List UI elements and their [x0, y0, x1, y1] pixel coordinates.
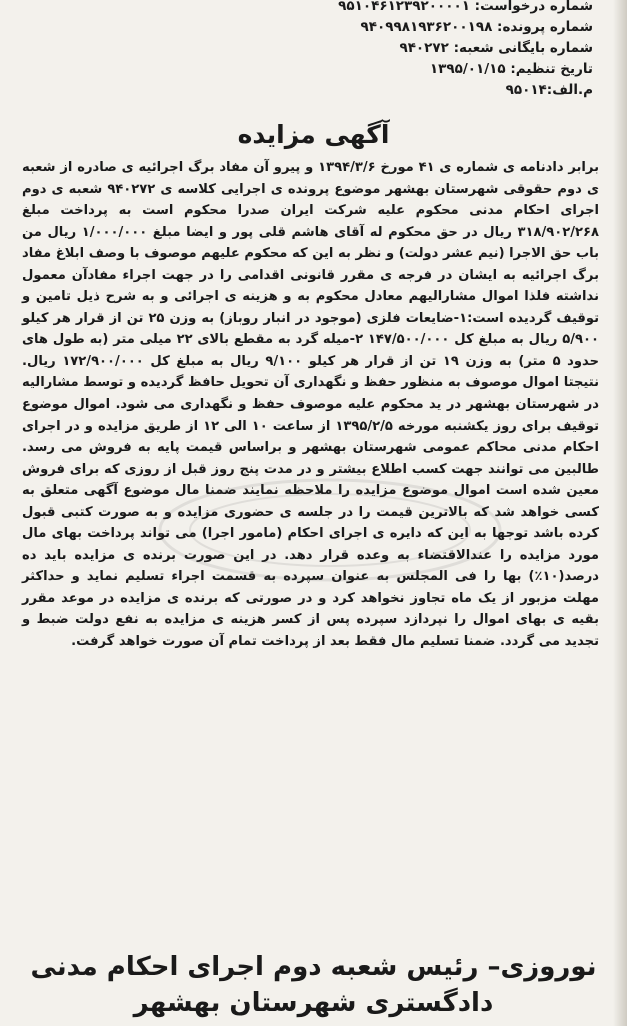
- signature-line-2: دادگستری شهرستان بهشهر: [133, 988, 494, 1018]
- file-number: شماره پرونده: ۹۴۰۹۹۸۱۹۳۶۲۰۰۱۹۸: [360, 19, 593, 35]
- branch-archive-number: شماره بایگانی شعبه: ۹۴۰۲۷۲: [399, 40, 593, 56]
- signature-line-1: نوروزی– رئیس شعبه دوم اجرای احکام مدنی: [30, 952, 597, 982]
- notice-title: آگهی مزایده: [237, 120, 390, 149]
- reference-number: م.الف:۹۵۰۱۴: [505, 82, 593, 98]
- notice-metadata: [338, 0, 593, 101]
- body-paragraph: برابر دادنامه ی شماره ی ۴۱ مورخ ۱۳۹۴/۳/۶ و پیرو آن مفاد برگ اجرائیه ی صادره از شعبه ی دوم حقوقی شهرستان بهشهر موضوع پرونده ی اجرایی کلاسه ی ۹۴۰۲۷۲ شعبه ی دوم اجرای احکام مدنی محکوم علیه شرکت ایران صدرا محکوم است به پرداخت مبلغ ۳۱۸/۹۰۲/۲۶۸ ریال در حق محکوم له آقای هاشم قلی پور و ایضا مبلغ ۱/۰۰۰/۰۰۰ ریال من باب حق الاجرا (نیم عشر دولت) و نظر به این که محکوم علیهم موصوف با وصف ابلاغ مفاد برگ اجرائیه به ایشان در فرجه ی مقرر قانونی اقدامی را در جهت اجراء مفادآن معمول نداشته فلذا اموال مشارالیهم معادل محکوم به و هزینه ی اجرائی و به شرح ذیل تامین و توقیف گردیده است:۱-ضایعات فلزی (موجود در انبار روباز) به وزن ۲۵ تن از قرار هر کیلو ۵/۹۰۰ ریال به مبلغ کل ۱۴۷/۵۰۰/۰۰۰ ۲-میله گرد به مقطع بالای ۲۲ میلی متر (به طول های حدود ۵ متر) به وزن ۱۹ تن از قرار هر کیلو ۹/۱۰۰ ریال به مبلغ کل ۱۷۲/۹۰۰/۰۰۰ ریال. نتیجتا اموال موصوف به منظور حفظ و نگهداری آن تحویل حافظ گردیده و توسط مشارالیه در شهرستان بهشهر در ید محکوم علیه موصوف حفظ و نگهداری می شود. اموال موضوع توقیف برای روز یکشنبه مورخه ۱۳۹۵/۲/۵ از ساعت ۱۰ الی ۱۲ از طریق مزایده و در اجرای احکام مدنی محاکم عمومی شهرستان بهشهر و براساس قیمت پایه به فروش می رسد. طالبین می توانند جهت کسب اطلاع بیشتر و در مدت پنج روز قبل از روزی که برای فروش معین شده است اموال موضوع مزایده را ملاحظه نمایند ضمنا مال موضوع آگهی متعلق به کسی خواهد شد که بالاترین قیمت را در جلسه ی حضوری مزایده و به صورت کتبی قبول کرده باشد توجها به این که دایره ی اجرای احکام (مامور اجرا) می تواند پرداخت بهای مال مورد مزایده را عندالاقتضاء به وعده قرار دهد. در این صورت برنده ی مزایده باید ده درصد(۱۰٪) بها را فی المجلس به عنوان سپرده به قسمت اجراء تسلیم نماید و حداکثر مهلت مزبور از یک ماه تجاوز نخواهد کرد و در صورتی که برنده ی مزایده در موعد مقرر بقیه ی بهای اموال را نپردازد سپرده پس از کسر هزینه ی مزایده به نفع دولت ضبط و تجدید می گردد. ضمنا تسلیم مال فقط بعد از پرداخت تمام آن صورت خواهد گرفت.: [22, 160, 600, 650]
- page-edge-shadow: [613, 0, 627, 1026]
- notice-body: [22, 157, 599, 653]
- issue-date: تاریخ تنظیم: ۱۳۹۵/۰۱/۱۵: [429, 61, 593, 77]
- request-number: شماره درخواست: ۹۵۱۰۴۶۱۲۳۹۲۰۰۰۰۱: [338, 0, 593, 14]
